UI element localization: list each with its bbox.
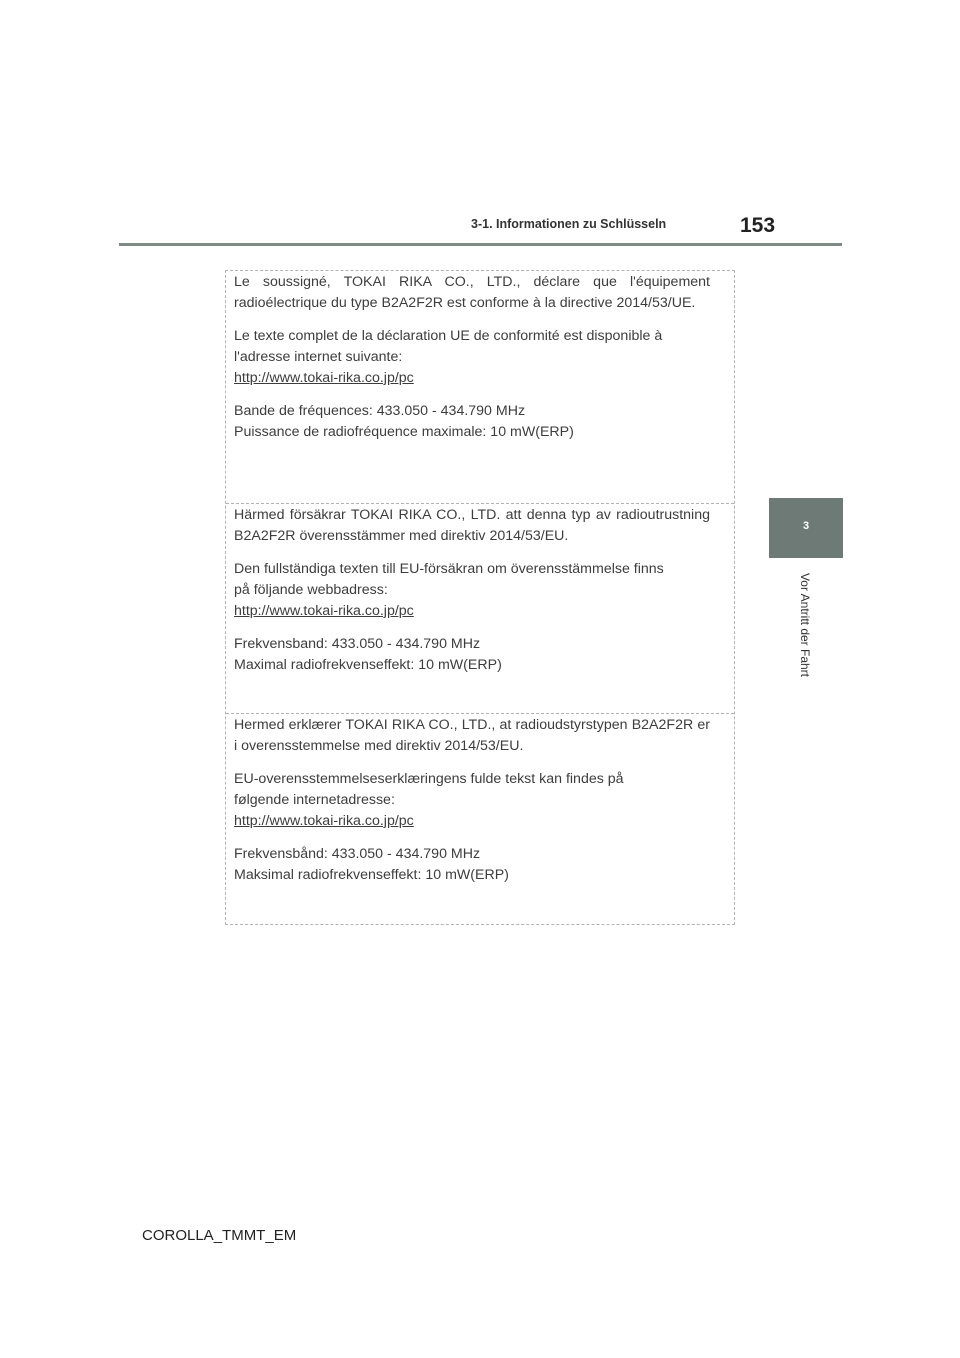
declaration-intro: Le soussigné, TOKAI RIKA CO., LTD., déclare que l'équipement radioélectrique du type B2A2F2R est conforme à la directive 2014/53/UE. [234, 274, 710, 311]
header-divider [119, 243, 842, 246]
declaration-intro: Härmed försäkrar TOKAI RIKA CO., LTD. att denna typ av radioutrustning B2A2F2R överensstämmer med direktiv 2014/53/EU. [234, 507, 710, 544]
declaration-link[interactable]: http://www.tokai-rika.co.jp/pc [234, 370, 414, 386]
full-text-line: Den fullständiga texten till EU-försäkran om överensstämmelse finns [234, 561, 664, 577]
declaration-box [225, 270, 735, 925]
full-text-line: l'adresse internet suivante: [234, 349, 403, 365]
max-power: Puissance de radiofréquence maximale: 10 mW(ERP) [234, 424, 574, 440]
full-text-line: Le texte complet de la déclaration UE de conformité est disponible à [234, 328, 663, 344]
full-text-line: EU-overensstemmelseserklæringens fulde tekst kan findes på [234, 771, 624, 787]
chapter-title: Vor Antritt der Fahrt [798, 572, 812, 678]
document-code: COROLLA_TMMT_EM [142, 1227, 297, 1244]
declaration-link[interactable]: http://www.tokai-rika.co.jp/pc [234, 603, 414, 619]
page-number: 153 [740, 214, 776, 237]
max-power: Maximal radiofrekvenseffekt: 10 mW(ERP) [234, 657, 502, 673]
declaration-french [226, 272, 734, 502]
declaration-danish [226, 713, 734, 925]
declaration-intro: Hermed erklærer TOKAI RIKA CO., LTD., at radioudstyrstypen B2A2F2R er i overensstemmelse med direktiv 2014/53/EU. [234, 717, 710, 754]
chapter-tab: 3 [769, 498, 843, 558]
declaration-swedish [226, 503, 734, 713]
section-title: 3-1. Informationen zu Schlüsseln [471, 217, 667, 231]
frequency-band: Frekvensband: 433.050 - 434.790 MHz [234, 636, 481, 652]
frequency-band: Bande de fréquences: 433.050 - 434.790 MHz [234, 403, 526, 419]
full-text-line: på följande webbadress: [234, 582, 388, 598]
max-power: Maksimal radiofrekvenseffekt: 10 mW(ERP) [234, 867, 509, 883]
declaration-link[interactable]: http://www.tokai-rika.co.jp/pc [234, 813, 414, 829]
full-text-line: følgende internetadresse: [234, 792, 395, 808]
frequency-band: Frekvensbånd: 433.050 - 434.790 MHz [234, 846, 481, 862]
